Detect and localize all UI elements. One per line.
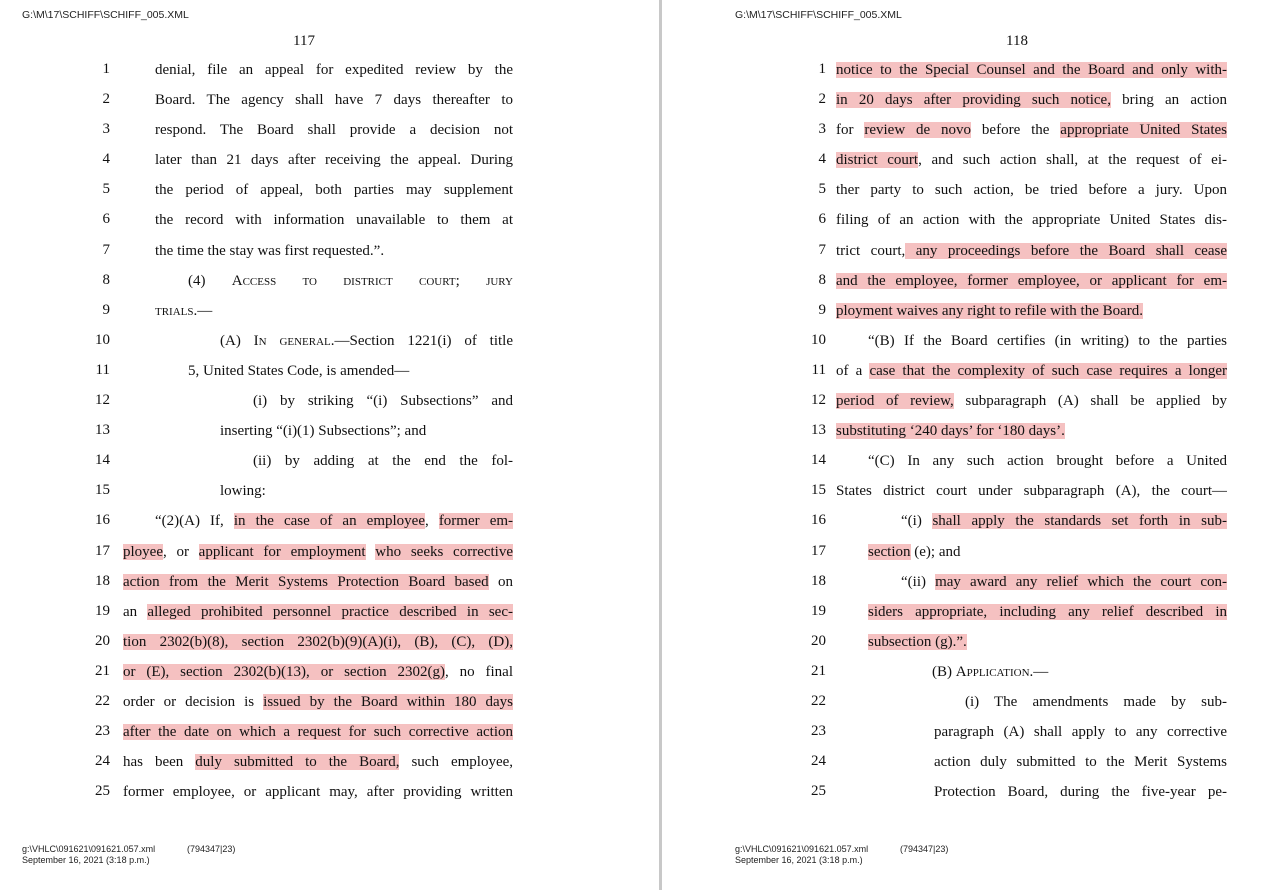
line-text <box>155 242 513 260</box>
text-line <box>662 506 1280 536</box>
text-segment: the time the stay was first requested.”. <box>155 242 385 259</box>
file-header: G:\M\17\SCHIFF\SCHIFF_005.XML <box>735 9 902 21</box>
text-line <box>662 236 1280 266</box>
line-number: 22 <box>95 692 110 709</box>
highlighted-text: alleged prohibited personnel practice described in sec- <box>147 603 513 620</box>
text-segment: In general. <box>253 332 335 349</box>
text-segment: the record with information unavailable to them at <box>155 212 513 229</box>
line-number: 9 <box>818 301 826 318</box>
line-text <box>123 663 513 681</box>
line-text <box>836 181 1227 199</box>
line-number: 5 <box>102 181 110 198</box>
footer-file-path: g:\VHLC\091621\091621.057.xml <box>735 844 869 854</box>
text-segment: inserting “(i)(1) Subsections”; and <box>220 423 427 440</box>
line-text <box>123 573 513 591</box>
text-segment: lowing: <box>220 483 266 500</box>
text-segment: , no final <box>444 663 513 680</box>
line-text <box>868 332 1227 350</box>
text-segment: denial, file an appeal for expedited review by the <box>155 62 513 78</box>
line-text <box>123 633 513 651</box>
line-number: 13 <box>95 422 110 439</box>
text-line <box>0 356 659 386</box>
text-segment: ther party to such action, be tried before a jury. Upon <box>836 182 1227 199</box>
line-number: 4 <box>818 151 826 168</box>
line-text <box>253 392 513 410</box>
line-text <box>836 422 1227 440</box>
text-segment: “(B) If the Board certifies (in writing) to the parties <box>868 332 1227 349</box>
line-text <box>836 211 1227 229</box>
highlighted-text: shall apply the standards set forth in sub- <box>932 513 1227 530</box>
text-line <box>662 386 1280 416</box>
line-text <box>934 783 1227 801</box>
line-text <box>836 362 1227 380</box>
line-number: 9 <box>102 301 110 318</box>
line-number: 1 <box>818 61 826 77</box>
text-line <box>662 296 1280 326</box>
line-number: 20 <box>811 632 826 649</box>
line-text <box>934 723 1227 741</box>
line-number: 21 <box>811 662 826 679</box>
text-line <box>0 115 659 145</box>
text-line <box>662 687 1280 717</box>
line-number: 25 <box>811 783 826 800</box>
highlighted-text: review de novo <box>864 122 972 139</box>
text-segment: order or decision is <box>123 693 264 710</box>
line-text <box>123 723 513 741</box>
text-segment: “(2)(A) If, <box>155 513 234 530</box>
text-line <box>0 266 659 296</box>
text-lines <box>0 55 659 807</box>
highlighted-text: case that the complexity of such case requires a longer <box>869 362 1227 379</box>
text-line <box>662 416 1280 446</box>
line-number: 11 <box>811 361 826 378</box>
text-segment: has been <box>123 754 196 771</box>
footer-file-path: g:\VHLC\091621\091621.057.xml <box>22 844 156 854</box>
text-segment: the period of appeal, both parties may supplement <box>155 182 513 199</box>
highlighted-text: appropriate United States <box>1060 122 1227 139</box>
text-line <box>0 687 659 717</box>
line-text <box>123 543 513 561</box>
text-line <box>0 567 659 597</box>
text-segment: bring an action <box>1110 92 1227 109</box>
highlighted-text: in 20 days after providing such notice, <box>836 92 1111 109</box>
line-text <box>155 61 513 79</box>
highlighted-text: applicant for employment <box>198 543 366 560</box>
line-number: 14 <box>95 452 110 469</box>
line-text <box>836 302 1227 320</box>
text-segment: “(C) In any such action brought before a United <box>868 453 1227 470</box>
line-text <box>868 633 1227 651</box>
text-line <box>662 115 1280 145</box>
text-segment: action duly submitted to the Merit Systems <box>934 754 1227 771</box>
line-text <box>155 151 513 169</box>
line-text <box>155 181 513 199</box>
file-header: G:\M\17\SCHIFF\SCHIFF_005.XML <box>22 9 189 21</box>
text-segment: Protection Board, during the five-year pe- <box>934 784 1227 801</box>
text-line <box>0 145 659 175</box>
text-segment: (e); and <box>910 543 961 560</box>
line-text <box>220 332 513 350</box>
text-segment: (A) <box>220 332 254 349</box>
text-line <box>662 476 1280 506</box>
text-segment: Access to district court; jury <box>231 272 513 289</box>
line-number: 15 <box>95 482 110 499</box>
line-number: 8 <box>818 271 826 288</box>
text-line <box>662 627 1280 657</box>
line-number: 2 <box>818 91 826 108</box>
text-line <box>0 85 659 115</box>
highlighted-text: any proceedings before the Board shall cease <box>905 242 1227 259</box>
line-number: 4 <box>102 151 110 168</box>
text-segment: , or <box>162 543 199 560</box>
text-line <box>0 296 659 326</box>
text-line <box>662 85 1280 115</box>
line-text <box>868 543 1227 561</box>
line-number: 5 <box>818 181 826 198</box>
text-segment: (B) <box>932 663 956 680</box>
line-number: 7 <box>818 241 826 258</box>
line-text <box>965 693 1227 711</box>
line-number: 17 <box>811 542 826 559</box>
line-text <box>123 603 513 621</box>
line-number: 13 <box>811 422 826 439</box>
text-segment: of a <box>836 362 870 379</box>
highlighted-text: district court <box>836 152 919 169</box>
page-footer <box>735 844 949 866</box>
text-segment: — <box>1033 663 1049 680</box>
line-text <box>188 272 513 290</box>
text-line <box>0 55 659 85</box>
text-segment <box>366 544 376 560</box>
text-segment: trict court, <box>836 242 906 259</box>
page-number: 117 <box>293 33 315 49</box>
text-segment: Board. The agency shall have 7 days thereafter to <box>155 92 513 109</box>
line-text <box>934 753 1227 771</box>
line-text <box>901 573 1227 591</box>
highlighted-text: siders appropriate, including any relief described in <box>868 603 1227 620</box>
line-number: 10 <box>95 331 110 348</box>
line-text <box>868 452 1227 470</box>
line-number: 7 <box>102 241 110 258</box>
highlighted-text: and the employee, former employee, or applicant for em- <box>836 272 1227 289</box>
highlighted-text: action from the Merit Systems Protection Board based <box>123 573 489 590</box>
text-line <box>662 777 1280 807</box>
text-segment: , and such action shall, at the request of ei- <box>918 152 1227 169</box>
line-text <box>188 362 513 380</box>
highlighted-text: notice to the Special Counsel and the Board and only with- <box>836 62 1227 78</box>
line-text <box>836 242 1227 260</box>
highlighted-text: section <box>868 543 911 560</box>
line-number: 3 <box>818 121 826 138</box>
line-text <box>836 61 1227 79</box>
line-text <box>836 121 1227 139</box>
line-number: 2 <box>102 91 110 108</box>
text-segment: later than 21 days after receiving the appeal. During <box>155 152 513 169</box>
highlighted-text: tion 2302(b)(8), section 2302(b)(9)(A)(i), (B), (C), (D), <box>123 633 513 650</box>
footer-date: September 16, 2021 (3:18 p.m.) <box>22 855 150 865</box>
line-number: 18 <box>811 572 826 589</box>
text-line <box>0 717 659 747</box>
text-segment: for <box>836 122 865 139</box>
text-segment: , <box>424 513 439 530</box>
highlighted-text: ployee <box>123 543 163 560</box>
highlighted-text: ployment waives any right to refile with the Board. <box>836 302 1144 319</box>
line-text <box>932 663 1227 681</box>
text-line <box>0 446 659 476</box>
line-text <box>155 121 513 139</box>
line-number: 15 <box>811 482 826 499</box>
text-line <box>0 537 659 567</box>
highlighted-text: after the date on which a request for such corrective action <box>123 724 513 741</box>
line-number: 11 <box>95 361 110 378</box>
line-text <box>836 392 1227 410</box>
line-text <box>155 512 513 530</box>
line-number: 19 <box>811 602 826 619</box>
highlighted-text: former em- <box>438 513 513 530</box>
text-segment: subparagraph (A) shall be applied by <box>953 393 1227 410</box>
text-line <box>0 657 659 687</box>
text-lines <box>662 55 1280 807</box>
text-line <box>0 386 659 416</box>
text-line <box>662 537 1280 567</box>
line-number: 1 <box>102 61 110 77</box>
text-segment: “(ii) <box>901 573 936 590</box>
line-text <box>220 482 513 500</box>
text-segment: before the <box>971 122 1061 139</box>
line-number: 12 <box>811 392 826 409</box>
text-segment: 5, United States Code, is amended— <box>188 362 410 379</box>
line-text <box>868 603 1227 621</box>
line-text <box>836 272 1227 290</box>
text-line <box>0 747 659 777</box>
text-segment: (i) by striking “(i) Subsections” and <box>253 393 513 410</box>
line-number: 25 <box>95 783 110 800</box>
line-text <box>123 753 513 771</box>
text-line <box>0 506 659 536</box>
page-footer <box>22 844 236 866</box>
text-line <box>0 205 659 235</box>
footer-code: (794347|23) <box>900 844 949 854</box>
line-number: 6 <box>102 211 110 228</box>
line-number: 12 <box>95 392 110 409</box>
line-number: 19 <box>95 602 110 619</box>
text-line <box>662 356 1280 386</box>
text-line <box>0 597 659 627</box>
text-line <box>662 657 1280 687</box>
line-number: 3 <box>102 121 110 138</box>
text-line <box>0 236 659 266</box>
text-line <box>662 747 1280 777</box>
document-page-right <box>662 0 1280 890</box>
text-line <box>662 717 1280 747</box>
text-segment: (i) The amendments made by sub- <box>965 693 1227 710</box>
text-line <box>0 416 659 446</box>
text-segment: respond. The Board shall provide a decision not <box>155 122 513 139</box>
line-text <box>123 783 513 801</box>
highlighted-text: may award any relief which the court con- <box>935 573 1227 590</box>
line-number: 14 <box>811 452 826 469</box>
text-line <box>662 567 1280 597</box>
line-number: 17 <box>95 542 110 559</box>
text-segment: —Section 1221(i) of title <box>334 332 513 349</box>
line-number: 10 <box>811 331 826 348</box>
text-segment: (4) <box>188 272 232 289</box>
text-line <box>662 446 1280 476</box>
text-segment: an <box>123 603 148 620</box>
line-text <box>836 151 1227 169</box>
line-number: 23 <box>811 723 826 740</box>
line-text <box>155 211 513 229</box>
text-line <box>662 266 1280 296</box>
text-segment: filing of an action with the appropriate United States dis- <box>836 212 1227 229</box>
highlighted-text: substituting ‘240 days’ for ‘180 days’. <box>836 423 1065 440</box>
highlighted-text: who seeks corrective <box>375 543 513 560</box>
text-segment: former employee, or applicant may, after providing written <box>123 784 513 801</box>
text-line <box>662 145 1280 175</box>
text-segment: (ii) by adding at the end the fol- <box>253 453 513 470</box>
line-number: 20 <box>95 632 110 649</box>
line-number: 8 <box>102 271 110 288</box>
text-line <box>0 175 659 205</box>
highlighted-text: issued by the Board within 180 days <box>263 693 513 710</box>
text-segment: “(i) <box>901 513 933 530</box>
line-text <box>220 422 513 440</box>
line-number: 22 <box>811 692 826 709</box>
text-line <box>662 205 1280 235</box>
text-segment: paragraph (A) shall apply to any corrective <box>934 724 1227 741</box>
line-number: 24 <box>95 753 110 770</box>
line-number: 16 <box>95 512 110 529</box>
line-text <box>155 302 513 320</box>
line-text <box>836 482 1227 500</box>
text-line <box>0 326 659 356</box>
text-line <box>662 326 1280 356</box>
line-text <box>901 512 1227 530</box>
line-text <box>155 91 513 109</box>
line-number: 16 <box>811 512 826 529</box>
line-text <box>123 693 513 711</box>
line-number: 21 <box>95 662 110 679</box>
footer-code: (794347|23) <box>187 844 236 854</box>
line-text <box>253 452 513 470</box>
text-segment: on <box>488 573 513 590</box>
text-line <box>662 175 1280 205</box>
line-number: 23 <box>95 723 110 740</box>
line-number: 18 <box>95 572 110 589</box>
highlighted-text: subsection (g).”. <box>868 633 967 650</box>
highlighted-text: period of review, <box>836 393 954 410</box>
text-segment: trials.— <box>155 302 213 319</box>
text-segment: such employee, <box>399 754 513 771</box>
line-text <box>836 91 1227 109</box>
line-number: 6 <box>818 211 826 228</box>
text-segment: States district court under subparagraph (A), the court— <box>836 483 1227 500</box>
text-line <box>0 476 659 506</box>
highlighted-text: duly submitted to the Board, <box>195 754 400 771</box>
text-line <box>662 597 1280 627</box>
highlighted-text: or (E), section 2302(b)(13), or section 2302(g) <box>123 663 445 680</box>
line-number: 24 <box>811 753 826 770</box>
text-line <box>0 627 659 657</box>
text-line <box>662 55 1280 85</box>
text-line <box>0 777 659 807</box>
highlighted-text: in the case of an employee <box>233 513 425 530</box>
footer-date: September 16, 2021 (3:18 p.m.) <box>735 855 863 865</box>
text-segment: Application. <box>955 663 1034 680</box>
page-number: 118 <box>1006 33 1028 49</box>
